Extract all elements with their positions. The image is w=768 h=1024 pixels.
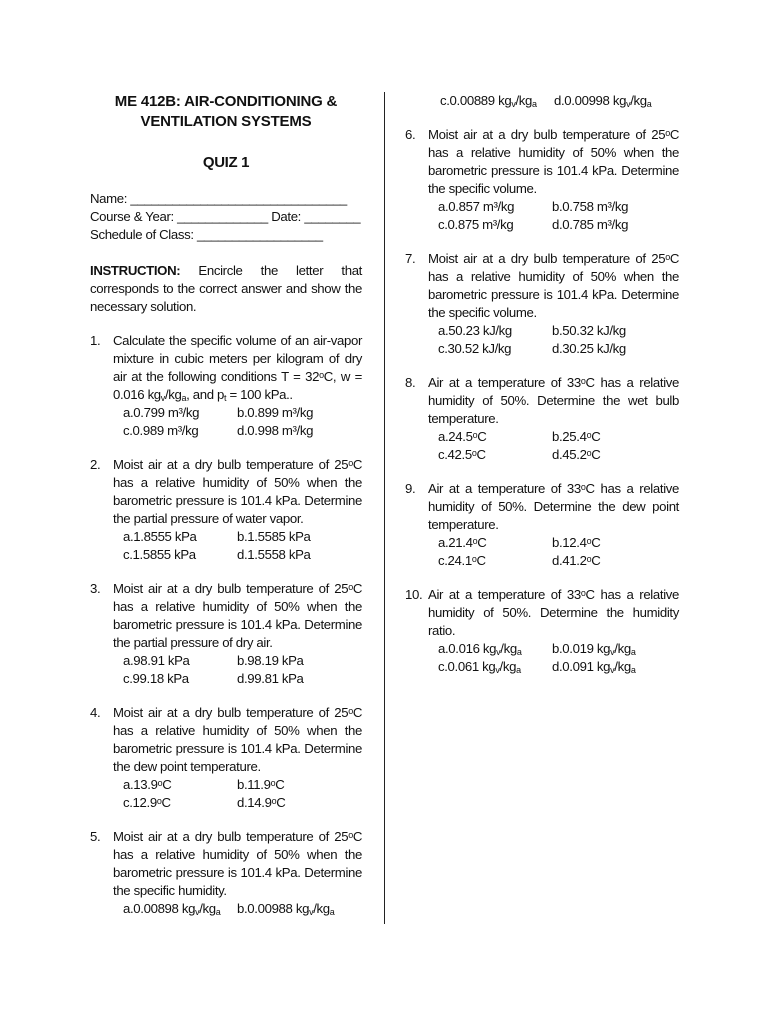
option-b[interactable]: b.50.32 kJ/kg (552, 323, 626, 338)
option-d[interactable]: d.0.091 $kg_v/kg_a$ (552, 659, 636, 675)
question-stem: Calculate the specific volume of an air-vapor mixture in cubic meters per kilogram of dry air at the following conditions T = 32ᵒC, w = 0.016 $kg_v/kg_a$, and $p_t = 100$ kPa.. (113, 333, 362, 403)
question-number: 5. (90, 829, 101, 844)
question-stem: Moist air at a dry bulb temperature of 25ᵒC has a relative humidity of 50% when the barometric pressure is 101.4 kPa. Determine the specific volume. (428, 251, 679, 320)
option-c[interactable]: c.0.00889 $kg_v/kg_a$ (440, 93, 537, 109)
question-number: 2. (90, 457, 101, 472)
option-c[interactable]: c.12.9ᵒC (123, 795, 171, 810)
question-6 (405, 126, 679, 234)
course-date-field: Course & Year: _____________ Date: ________ (90, 209, 361, 224)
question-stem: Moist air at a dry bulb temperature of 25ᵒC has a relative humidity of 50% when the barometric pressure is 101.4 kPa. Determine the specific humidity. (113, 829, 362, 898)
question-number: 3. (90, 581, 101, 596)
option-d[interactable]: d.1.5558 kPa (237, 547, 311, 562)
question-number: 8. (405, 375, 416, 390)
option-c[interactable]: c.99.18 kPa (123, 671, 189, 686)
options (428, 428, 679, 464)
option-b[interactable]: b.0.00988 $kg_v/kg_a$ (237, 901, 335, 917)
options (428, 198, 679, 234)
options (113, 528, 362, 564)
option-a[interactable]: a.0.799 m³/kg (123, 405, 200, 420)
options (428, 534, 679, 570)
options (113, 900, 362, 918)
question-number: 1. (90, 333, 101, 348)
option-c[interactable]: c.24.1ᵒC (438, 553, 486, 568)
option-d[interactable]: d.30.25 kJ/kg (552, 341, 626, 356)
question-number: 7. (405, 251, 416, 266)
question-number: 4. (90, 705, 101, 720)
option-c[interactable]: c.0.989 m³/kg (123, 423, 199, 438)
option-d[interactable]: d.0.785 m³/kg (552, 217, 629, 232)
option-c[interactable]: c.30.52 kJ/kg (438, 341, 512, 356)
option-a[interactable]: a.0.016 $kg_v/kg_a$ (438, 641, 522, 657)
question-number: 10. (405, 587, 423, 602)
option-b[interactable]: b.12.4ᵒC (552, 535, 601, 550)
option-a[interactable]: a.21.4ᵒC (438, 535, 487, 550)
question-stem: Moist air at a dry bulb temperature of 25ᵒC has a relative humidity of 50% when the barometric pressure is 101.4 kPa. Determine the specific volume. (428, 127, 679, 196)
question-4 (90, 704, 362, 812)
option-a[interactable]: a.1.8555 kPa (123, 529, 197, 544)
question-3 (90, 580, 362, 688)
question-10 (405, 586, 679, 676)
options (113, 776, 362, 812)
option-d[interactable]: d.14.9ᵒC (237, 795, 286, 810)
question-stem: Moist air at a dry bulb temperature of 25ᵒC has a relative humidity of 50% when the barometric pressure is 101.4 kPa. Determine the partial pressure of water vapor. (113, 457, 362, 526)
course-title-line-2: VENTILATION SYSTEMS (140, 113, 312, 130)
question-5-continued (405, 92, 679, 110)
option-b[interactable]: b.0.899 m³/kg (237, 405, 314, 420)
instruction-label: INSTRUCTION: (90, 263, 181, 278)
option-c[interactable]: c.0.061 $kg_v/kg_a$ (438, 659, 521, 675)
question-number: 9. (405, 481, 416, 496)
option-d[interactable]: d.41.2ᵒC (552, 553, 601, 568)
option-a[interactable]: a.13.9ᵒC (123, 777, 172, 792)
option-d[interactable]: d.99.81 kPa (237, 671, 304, 686)
option-c[interactable]: c.1.5855 kPa (123, 547, 196, 562)
question-5 (90, 828, 362, 918)
option-b[interactable]: b.11.9ᵒC (237, 777, 285, 792)
option-a[interactable]: a.24.5ᵒC (438, 429, 487, 444)
left-column (90, 92, 362, 918)
question-number: 6. (405, 127, 416, 142)
question-stem: Moist air at a dry bulb temperature of 25ᵒC has a relative humidity of 50% when the barometric pressure is 101.4 kPa. Determine the partial pressure of dry air. (113, 581, 362, 650)
course-title (90, 92, 362, 132)
question-7 (405, 250, 679, 358)
options (113, 404, 362, 440)
option-d[interactable]: d.45.2ᵒC (552, 447, 601, 462)
option-b[interactable]: b.98.19 kPa (237, 653, 304, 668)
question-stem: Air at a temperature of 33ᵒC has a relative humidity of 50%. Determine the wet bulb temperature. (428, 375, 679, 426)
right-column (405, 92, 679, 676)
instruction-text: Encircle the letter that corresponds to the correct answer and show the necessary solution. (90, 263, 362, 314)
question-9 (405, 480, 679, 570)
options (428, 322, 679, 358)
option-d[interactable]: d.0.00998 $kg_v/kg_a$ (554, 93, 652, 109)
option-b[interactable]: b.0.019 $kg_v/kg_a$ (552, 641, 636, 657)
option-a[interactable]: a.98.91 kPa (123, 653, 190, 668)
option-b[interactable]: b.0.758 m³/kg (552, 199, 629, 214)
option-c[interactable]: c.42.5ᵒC (438, 447, 486, 462)
question-2 (90, 456, 362, 564)
option-c[interactable]: c.0.875 m³/kg (438, 217, 514, 232)
question-stem: Air at a temperature of 33ᵒC has a relative humidity of 50%. Determine the dew point temperature. (428, 481, 679, 532)
column-divider (384, 92, 385, 924)
option-d[interactable]: d.0.998 m³/kg (237, 423, 314, 438)
option-b[interactable]: b.25.4ᵒC (552, 429, 601, 444)
quiz-heading: QUIZ 1 (202, 154, 250, 171)
question-8 (405, 374, 679, 464)
schedule-field: Schedule of Class: __________________ (90, 227, 323, 242)
name-field: Name: _______________________________ (90, 191, 347, 206)
options (440, 92, 679, 110)
options (428, 640, 679, 676)
course-title-line-1: ME 412B: AIR-CONDITIONING & (114, 93, 338, 110)
option-a[interactable]: a.0.857 m³/kg (438, 199, 515, 214)
option-a[interactable]: a.0.00898 $kg_v/kg_a$ (123, 901, 221, 917)
option-a[interactable]: a.50.23 kJ/kg (438, 323, 512, 338)
instruction (90, 262, 362, 316)
option-b[interactable]: b.1.5585 kPa (237, 529, 311, 544)
question-1 (90, 332, 362, 440)
options (113, 652, 362, 688)
question-stem: Moist air at a dry bulb temperature of 25ᵒC has a relative humidity of 50% when the barometric pressure is 101.4 kPa. Determine the dew point temperature. (113, 705, 362, 774)
question-stem: Air at a temperature of 33ᵒC has a relative humidity of 50%. Determine the humidity ratio. (428, 587, 679, 638)
